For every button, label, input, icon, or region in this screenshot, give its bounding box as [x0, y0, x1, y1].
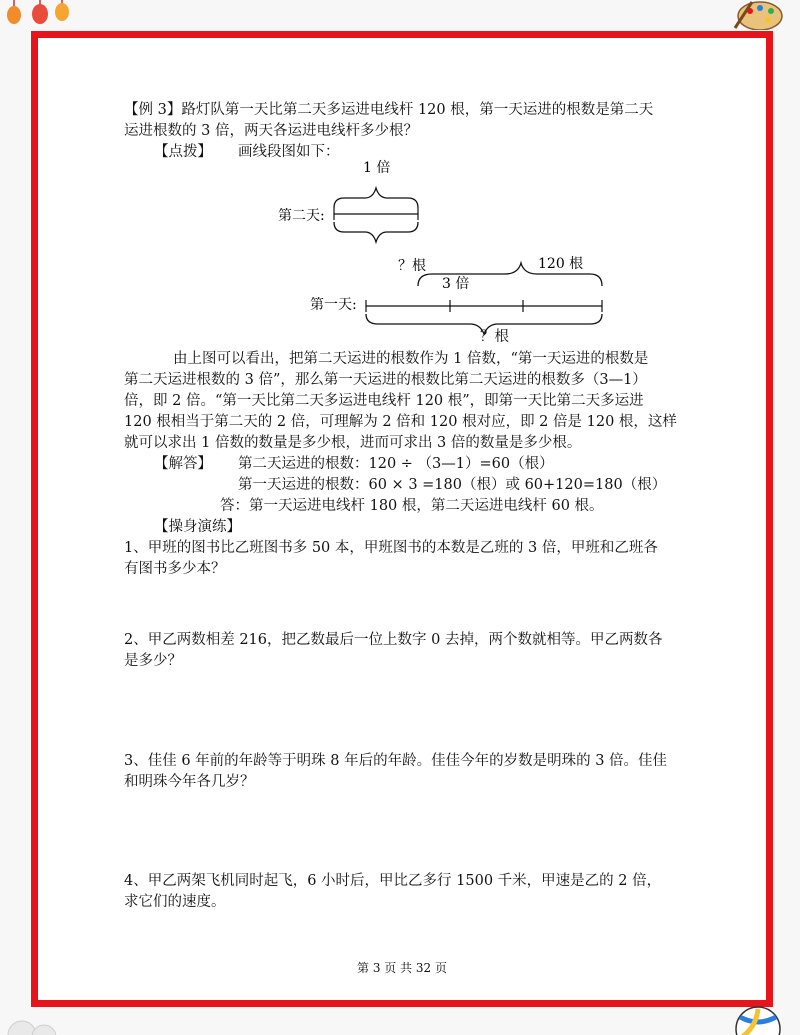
answer-conclusion: 答：第一天运进电线杆 180 根，第二天运进电线杆 60 根。: [220, 498, 604, 514]
day2-top-brace: [334, 188, 418, 208]
question-4-line-2: 求它们的速度。: [124, 894, 226, 910]
cloud-icon: [8, 1021, 56, 1035]
top-decoration: [0, 0, 800, 30]
hint-label: 【点拨】: [154, 144, 212, 160]
bottom-decoration: [0, 1005, 800, 1035]
example-line-1: 【例 3】路灯队第一天比第二天多运进电线杆 120 根，第一天运进的根数是第二天: [124, 102, 654, 118]
question-1-line-2: 有图书多少本？: [124, 561, 226, 577]
day1-label: 第一天:: [310, 297, 357, 313]
day2-question: ？根: [398, 258, 426, 274]
question-3-line-2: 和明珠今年各几岁？: [124, 774, 255, 790]
answer-line-1: 第二天运进的根数：120 ÷ （3—1）=60（根）: [238, 456, 554, 472]
practice-label: 【操身演练】: [154, 519, 241, 535]
question-4-line-1: 4、甲乙两架飞机同时起飞，6 小时后，甲比乙多行 1500 千米，甲速是乙的 2 倍，: [124, 873, 662, 889]
answer-line-2: 第一天运进的根数：60 × 3 =180（根）或 60+120=180（根）: [238, 477, 667, 493]
three-times-label: 3 倍: [442, 276, 470, 292]
hint-text: 画线段图如下：: [238, 144, 340, 160]
day2-bottom-brace: [334, 222, 418, 242]
palette-icon: [735, 2, 782, 30]
explanation-line-4: 120 根相当于第二天的 2 倍，可理解为 2 倍和 120 根对应，即 2 倍是 120 根，这样: [124, 414, 677, 430]
explanation-line-3: 倍，即 2 倍。“第一天比第二天多运进电线杆 120 根”，即第一天比第二天多运进: [124, 393, 644, 409]
example-line-2: 运进根数的 3 倍，两天各运进电线杆多少根？: [124, 123, 418, 139]
volleyball-icon: [736, 1007, 780, 1035]
page-frame: [31, 31, 773, 1007]
lantern-icon: [7, 0, 21, 24]
question-2-line-2: 是多少？: [124, 653, 182, 669]
answer-label: 【解答】: [154, 456, 212, 472]
one-times-label: 1 倍: [363, 160, 391, 176]
day2-label: 第二天:: [278, 208, 325, 224]
explanation-line-1: 由上图可以看出，把第二天运进的根数作为 1 倍数，“第一天运进的根数是: [173, 351, 649, 367]
explanation-line-5: 就可以求出 1 倍数的数量是多少根，进而可求出 3 倍的数量是多少根。: [124, 435, 582, 451]
line-segment-diagram: [270, 158, 610, 348]
question-2-line-1: 2、甲乙两数相差 216，把乙数最后一位上数字 0 去掉，两个数就相等。甲乙两数各: [124, 632, 663, 648]
page-footer: 第 3 页 共 32 页: [357, 961, 447, 975]
document-content: [38, 38, 766, 1000]
question-3-line-1: 3、佳佳 6 年前的年龄等于明珠 8 年后的年龄。佳佳今年的岁数是明珠的 3 倍。佳佳: [124, 753, 668, 769]
lantern-icon: [32, 0, 48, 24]
question-1-line-1: 1、甲班的图书比乙班图书多 50 本，甲班图书的本数是乙班的 3 倍，甲班和乙班各: [124, 540, 658, 556]
lantern-icon: [55, 0, 69, 21]
explanation-line-2: 第二天运进根数的 3 倍”，那么第一天运进的根数比第二天运进的根数多（3—1）: [124, 372, 647, 388]
day1-question: ？根: [480, 329, 509, 345]
extra-120-label: 120 根: [538, 256, 584, 272]
